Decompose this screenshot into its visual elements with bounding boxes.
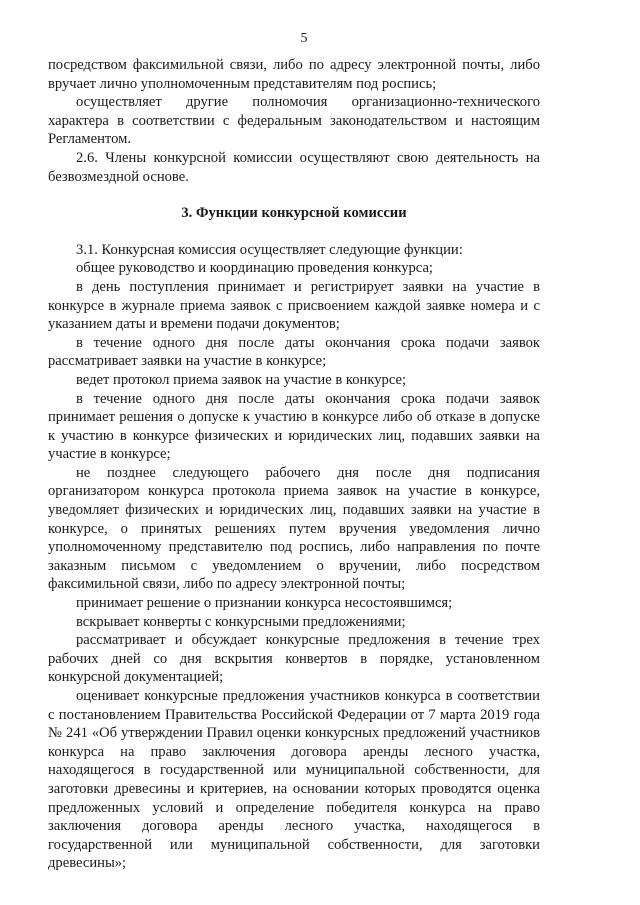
page-number: 5	[300, 31, 308, 46]
list-item: в течение одного дня после даты окончания срока подачи заявок принимает решения о допуске к участию в конкурсе либо об отказе в допуске к участию в конкурсе физических и юридических лиц, подавших заявки на участие в конкурсе;	[48, 390, 540, 463]
list-item: вскрывает конверты с конкурсными предложениями;	[76, 613, 406, 630]
spacer	[48, 223, 540, 241]
list-item: в день поступления принимает и регистрирует заявки на участие в конкурсе в журнале приема заявок с присвоением каждой заявке номера и с указанием даты и времени подачи документов;	[48, 278, 540, 333]
document-body	[48, 56, 540, 873]
list-item: общее руководство и координацию проведения конкурса;	[76, 260, 433, 277]
list-item: рассматривает и обсуждает конкурсные предложения в течение трех рабочих дней со дня вскрытия конвертов в порядке, установленном конкурсной документацией;	[48, 632, 540, 686]
list-item: оценивает конкурсные предложения участников конкурса в соответствии с постановлением Правительства Российской Федерации от 7 марта 2019 года № 241 «Об утверждении Правил оценки конкурсных предложений участников конкурса на право заключения договора аренды лесного участка, находящегося в государственной или муниципальной собственности, для заготовки древесины и критериев, на основании которых проводятся оценка предложенных условий и определение победителя конкурса на право заключения договора аренды лесного участка, находящегося в государственной или муниципальной собственности, для заготовки древесины»;	[48, 688, 540, 872]
list-item: не позднее следующего рабочего дня после дня подписания организатором конкурса протокола приема заявок на участие в конкурсе, уведомляет физических и юридических лиц, подавших заявки на участие в конкурсе, о принятых решениях путем вручения уведомления лично уполномоченному представителю под роспись, либо направления по почте заказным письмом с уведомлением о вручении, либо посредством факсимильной связи, либо по адресу электронной почты;	[48, 464, 540, 593]
paragraph: 3.1. Конкурсная комиссия осуществляет следующие функции:	[76, 241, 463, 258]
spacer	[48, 186, 540, 204]
paragraph: осуществляет другие полномочия организационно-технического характера в соответствии с федеральным законодательством и настоящим Регламентом.	[48, 94, 540, 148]
list-item: в течение одного дня после даты окончания срока подачи заявок рассматривает заявки на участие в конкурсе;	[48, 334, 540, 370]
paragraph: посредством факсимильной связи, либо по адресу электронной почты, либо вручает лично уполномоченным представителям под роспись;	[48, 57, 540, 92]
list-item: ведет протокол приема заявок на участие в конкурсе;	[76, 371, 407, 388]
section-heading: 3. Функции конкурсной комиссии	[181, 205, 407, 222]
list-item: принимает решение о признании конкурса несостоявшимся;	[76, 595, 453, 612]
paragraph: 2.6. Члены конкурсной комиссии осуществляют свою деятельность на безвозмездной основе.	[48, 149, 540, 185]
